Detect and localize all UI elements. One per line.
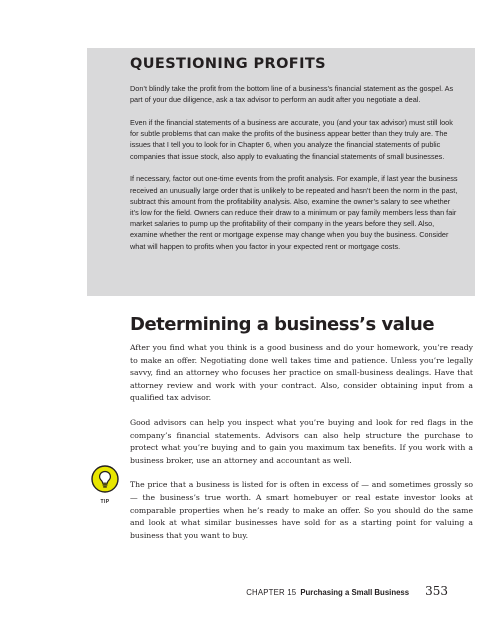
sidebar-paragraph: Even if the financial statements of a business are accurate, you (and your tax advisor) must still look for subtle problems that can make the profits of the business appear better than they truly are. The issues that I tell you to look for in Chapter 6, when you analyze the financial statements of public companies that issue stock, also apply to evaluating the financial statements of small businesses. [130,118,453,161]
sidebar-title: QUESTIONING PROFITS [130,56,327,72]
section-heading: Determining a business’s value [130,314,435,335]
page-footer [246,584,448,598]
footer-chapter: CHAPTER 15 [246,588,297,597]
body-paragraph: After you find what you think is a good business and do your homework, you’re ready to make an offer. Negotiating done well takes time and patience. Unless you’re legally savvy, find an attorney who focuses her practice on small-business dealings. Have that attorney review and work with your contract. Also, consider obtaining input from a qualified tax advisor. [130,343,473,403]
sidebar-paragraph: If necessary, factor out one-time events from the profit analysis. For example, if last year the business received an unusually large order that is unlikely to be repeated and hasn’t been the norm in the past, subtract this amount from the profitability analysis. Also, examine the owner’s salary to see whether it’s low for the field. Owners can reduce their draw to a minimum or pay family members less than fair market salaries to pump up the profitability of their company in the years before they sell. Also, examine whether the rent or mortgage expense may change when you buy the business. Consider what will happen to profits when you factor in your expected rent or mortgage costs. [130,174,458,251]
page-number: 353 [425,584,448,598]
body-paragraph: The price that a business is listed for is often in excess of — and sometimes grossly so — the business’s true worth. A smart homebuyer or real estate investor looks at comparable properties when he’s ready to make an offer. So you should do the same and look at what similar businesses have sold for as a starting point for valuing a business that you want to buy. [130,480,473,540]
tip-icon-block [86,465,124,505]
lightbulb-icon [91,465,119,493]
sidebar-body [130,83,460,263]
footer-chapter-title: Purchasing a Small Business [300,588,410,597]
sidebar-box [87,48,475,296]
sidebar-paragraph: Don’t blindly take the profit from the bottom line of a business’s financial statement as the gospel. As part of your due diligence, ask a tax advisor to perform an audit after you negotiate a deal. [130,84,454,105]
tip-label: TIP [100,499,110,505]
section-body [130,342,473,554]
body-paragraph: Good advisors can help you inspect what you’re buying and look for red flags in the company’s financial statements. Advisors can also help structure the purchase to protect what you’re buying and to gain you maximum tax benefits. If you work with a business broker, use an attorney and accountant as well. [130,417,473,465]
